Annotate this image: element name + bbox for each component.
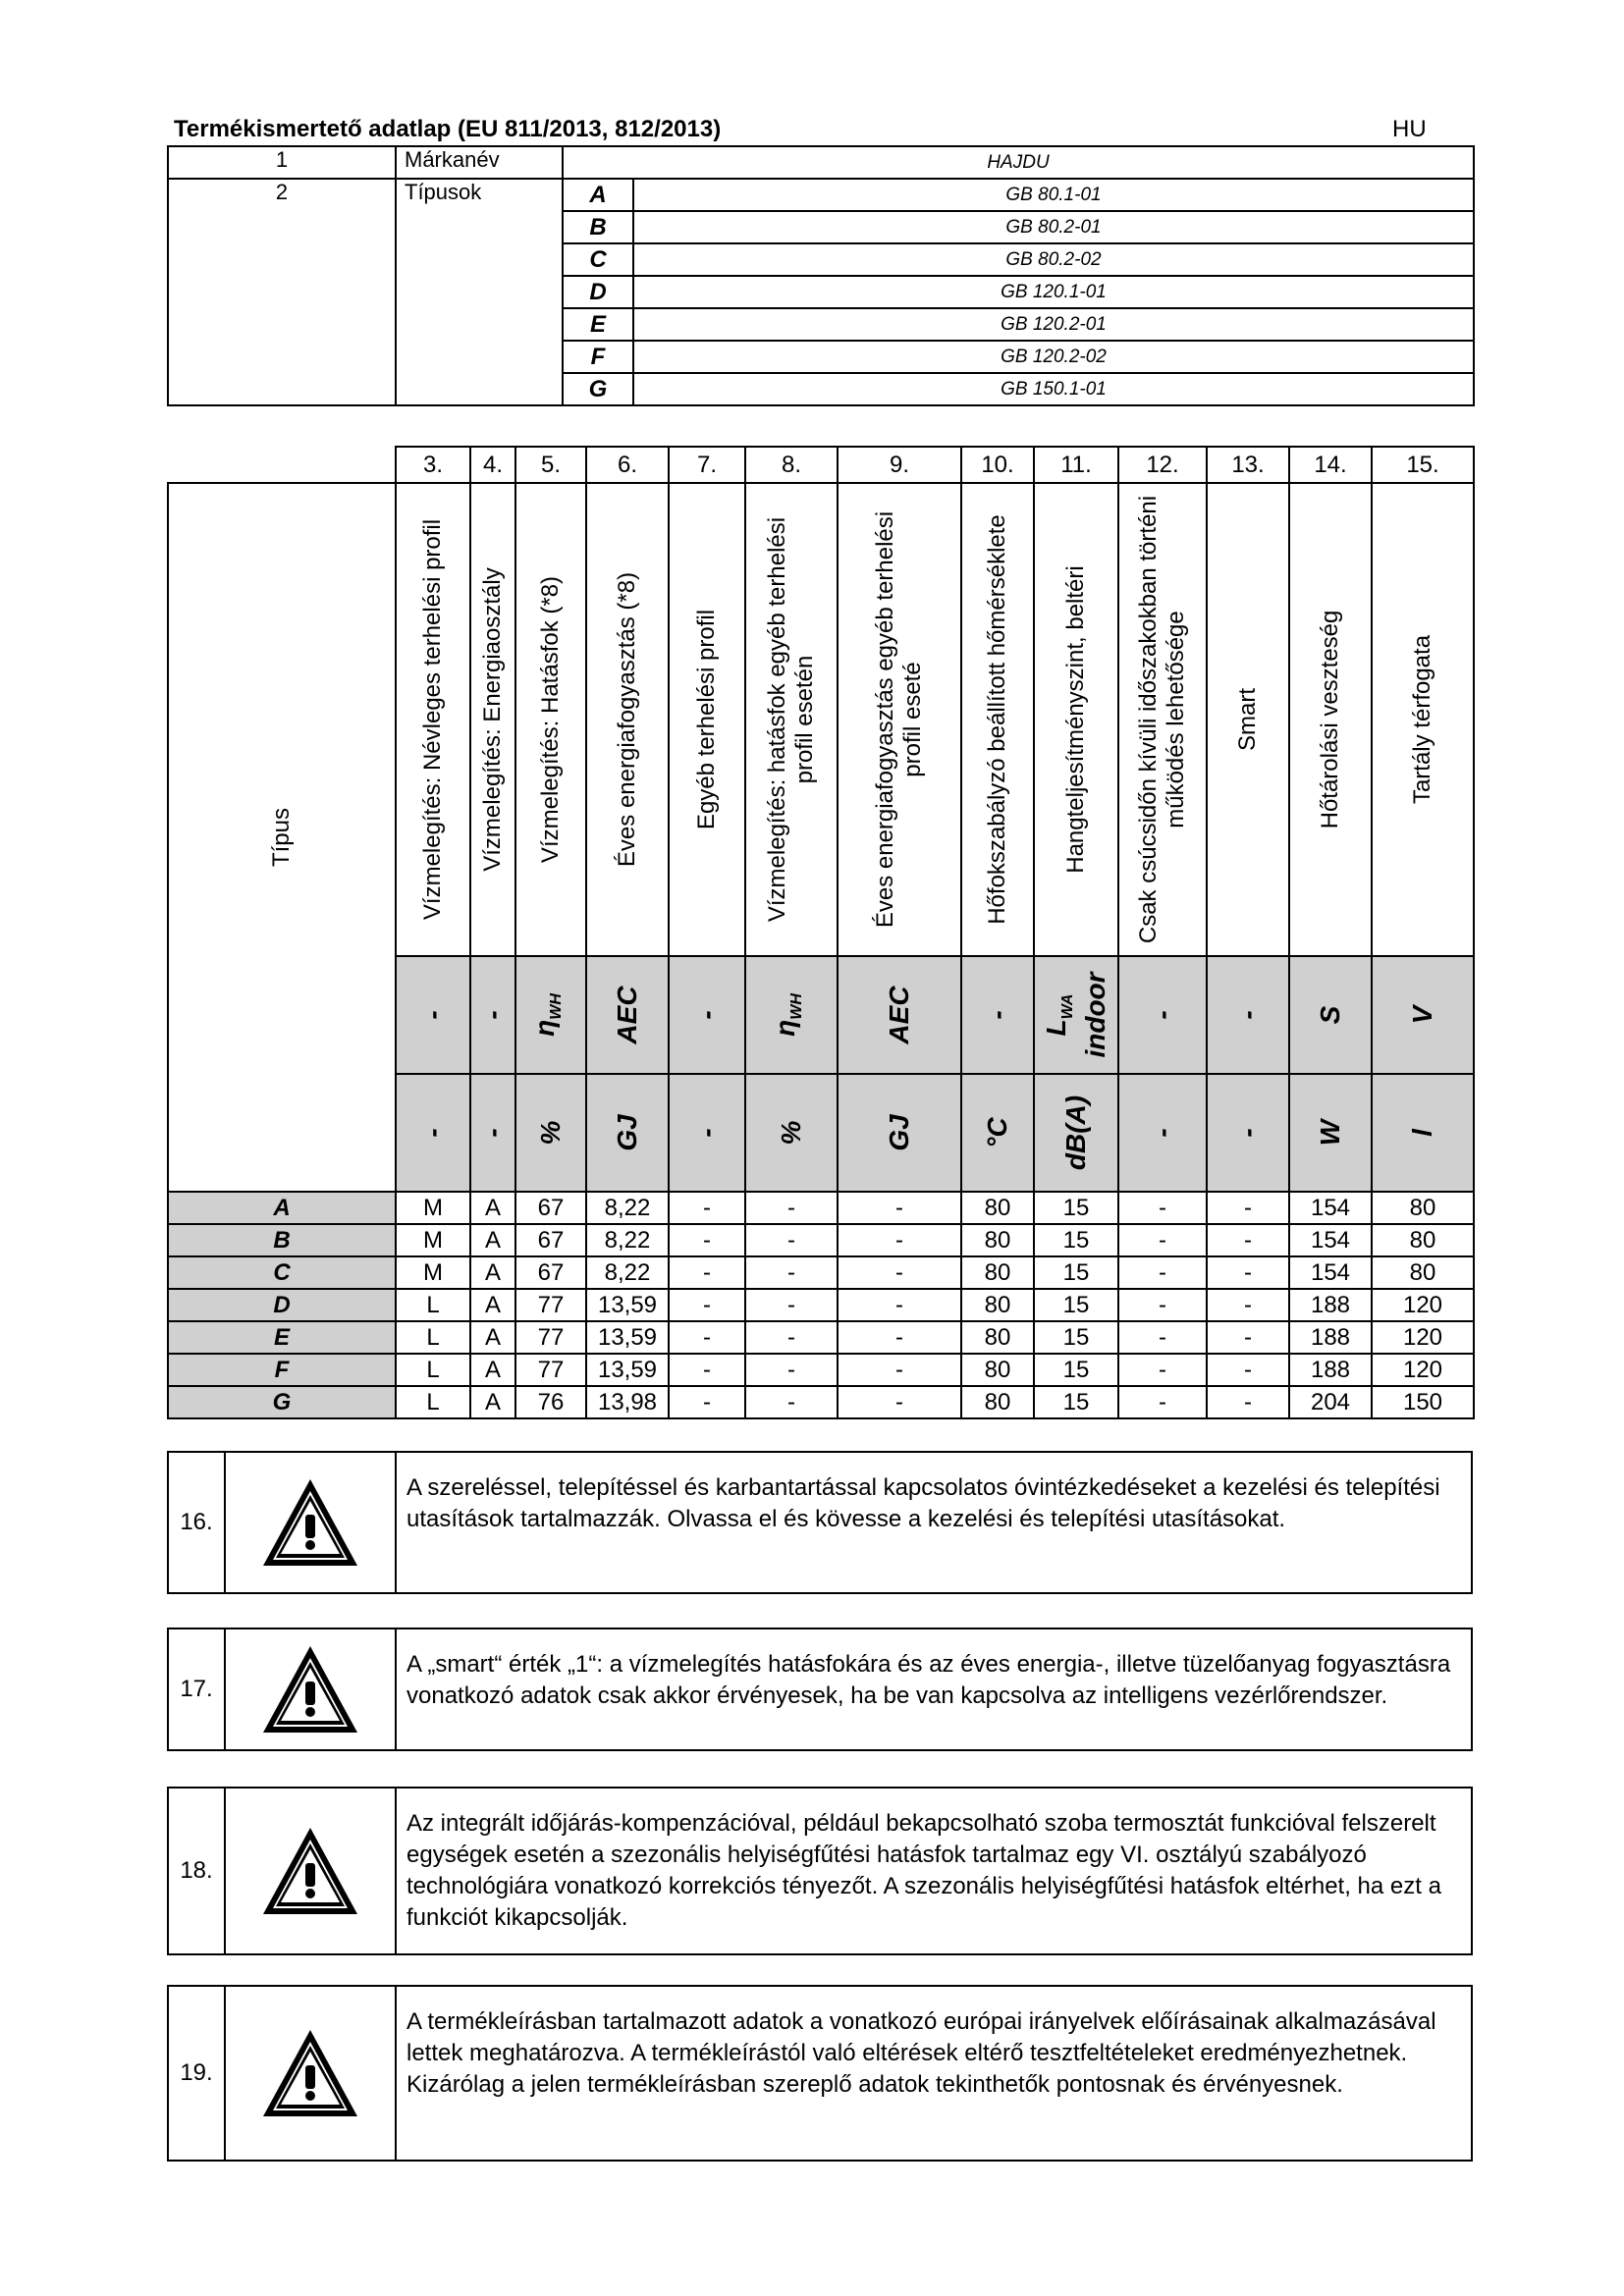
table-cell: - (838, 1224, 961, 1256)
symbol-wrap (1119, 957, 1206, 1073)
unit-wrap (1119, 1075, 1206, 1191)
row-type: F (168, 1354, 396, 1386)
unit-cell (669, 1074, 745, 1192)
type-model-name: GB 120.2-02 (633, 341, 1474, 373)
table-cell: - (1118, 1224, 1207, 1256)
table-cell: - (669, 1224, 745, 1256)
row-type: E (168, 1321, 396, 1354)
column-symbol: $\eta_{WH}$ (529, 993, 565, 1037)
unit-wrap (746, 1075, 837, 1191)
type-code: F (563, 341, 633, 373)
column-unit: °C (982, 1117, 1012, 1148)
unit-wrap (1373, 1075, 1473, 1191)
column-unit: - (1232, 1128, 1263, 1138)
column-symbol: - (417, 1010, 448, 1020)
table-cell: - (1207, 1256, 1289, 1289)
column-symbol: AEC (884, 986, 914, 1044)
table-cell: 80 (961, 1386, 1034, 1418)
table-cell: 77 (515, 1354, 586, 1386)
type-code: G (563, 373, 633, 405)
column-symbol: - (1232, 1010, 1263, 1020)
symbol-cell (669, 956, 745, 1074)
column-symbol: - (691, 1010, 722, 1020)
column-label-cell (1289, 483, 1372, 956)
brand-types-body (168, 146, 1474, 405)
table-row (168, 1192, 1474, 1224)
symbol-wrap (1373, 957, 1473, 1073)
unit-wrap (1290, 1075, 1371, 1191)
column-label-wrap (962, 484, 1033, 955)
column-symbol: - (477, 1010, 508, 1020)
column-label: Éves energiafogyasztás egyéb terhelési profil eseté (872, 510, 926, 929)
table-cell: 80 (961, 1192, 1034, 1224)
type-model-name: GB 80.2-02 (633, 243, 1474, 276)
table-cell: 8,22 (586, 1224, 669, 1256)
symbol-wrap (1035, 957, 1117, 1073)
table-cell: M (396, 1256, 470, 1289)
note-number: 16. (169, 1453, 226, 1592)
table-cell: A (470, 1224, 515, 1256)
symbol-wrap (397, 957, 469, 1073)
column-number: 10. (961, 447, 1034, 483)
types-label: Típusok (396, 179, 563, 405)
column-symbol: - (1147, 1010, 1177, 1020)
column-label-cell (838, 483, 961, 956)
column-unit: - (691, 1128, 722, 1138)
symbol-wrap (471, 957, 514, 1073)
document-title: Termékismertető adatlap (EU 811/2013, 812/2013) (174, 116, 722, 142)
symbol-cell (1207, 956, 1289, 1074)
table-cell: 188 (1289, 1354, 1372, 1386)
table-cell: A (470, 1289, 515, 1321)
table-cell: 80 (1372, 1192, 1474, 1224)
table-cell: 80 (1372, 1256, 1474, 1289)
types-row-number: 2 (168, 179, 396, 405)
column-unit: - (477, 1128, 508, 1138)
table-cell: 150 (1372, 1386, 1474, 1418)
unit-cell (1289, 1074, 1372, 1192)
symbol-cell (515, 956, 586, 1074)
table-cell: A (470, 1192, 515, 1224)
column-label-wrap (746, 484, 837, 955)
column-number: 9. (838, 447, 961, 483)
table-cell: 154 (1289, 1256, 1372, 1289)
column-unit: GJ (884, 1114, 914, 1151)
table-cell: - (745, 1192, 838, 1224)
unit-wrap (962, 1075, 1033, 1191)
column-label: Vízmelegítés: hatásfok egyéb terhelési profil esetén (764, 516, 818, 923)
table-cell: 15 (1034, 1256, 1118, 1289)
unit-cell (1118, 1074, 1207, 1192)
table-cell: L (396, 1289, 470, 1321)
table-cell: - (745, 1386, 838, 1418)
table-cell: - (1118, 1321, 1207, 1354)
type-header-cell (168, 483, 396, 1192)
specs-body (168, 447, 1474, 1418)
column-number: 13. (1207, 447, 1289, 483)
table-cell: 77 (515, 1289, 586, 1321)
table-cell: 188 (1289, 1289, 1372, 1321)
column-number: 11. (1034, 447, 1118, 483)
table-cell: 15 (1034, 1224, 1118, 1256)
symbol-wrap (839, 957, 960, 1073)
column-number: 7. (669, 447, 745, 483)
table-cell: - (669, 1192, 745, 1224)
table-cell: 80 (961, 1354, 1034, 1386)
warning-triangle-icon (226, 1789, 397, 1953)
table-cell: 120 (1372, 1289, 1474, 1321)
column-number: 5. (515, 447, 586, 483)
symbol-wrap (587, 957, 668, 1073)
unit-cell (1034, 1074, 1118, 1192)
unit-cell (396, 1074, 470, 1192)
brand-row (168, 146, 1474, 179)
type-model-name: GB 150.1-01 (633, 373, 1474, 405)
column-label-cell (586, 483, 669, 956)
column-unit: - (1147, 1128, 1177, 1138)
table-cell: - (1118, 1192, 1207, 1224)
table-cell: - (669, 1256, 745, 1289)
warning-triangle-icon (226, 1629, 397, 1749)
table-cell: 15 (1034, 1289, 1118, 1321)
unit-wrap (516, 1075, 585, 1191)
column-label: Vízmelegítés: Névleges terhelési profil (419, 518, 446, 921)
symbol-wrap (746, 957, 837, 1073)
column-unit: dB(A) (1060, 1095, 1091, 1171)
table-cell: 154 (1289, 1192, 1372, 1224)
column-label-cell (515, 483, 586, 956)
column-number: 12. (1118, 447, 1207, 483)
table-cell: 80 (961, 1289, 1034, 1321)
type-code: B (563, 211, 633, 243)
table-cell: - (838, 1321, 961, 1354)
unit-cell (470, 1074, 515, 1192)
unit-cell (1207, 1074, 1289, 1192)
type-model-name: GB 120.2-01 (633, 308, 1474, 341)
row-type: D (168, 1289, 396, 1321)
symbol-cell (961, 956, 1034, 1074)
table-row (168, 1289, 1474, 1321)
table-cell: A (470, 1321, 515, 1354)
column-label: Éves energiafogyasztás (*8) (614, 571, 640, 868)
symbol-cell (586, 956, 669, 1074)
column-symbol: S (1315, 1005, 1345, 1025)
table-row (168, 1321, 1474, 1354)
table-cell: 15 (1034, 1192, 1118, 1224)
table-cell: - (745, 1256, 838, 1289)
column-number: 15. (1372, 447, 1474, 483)
column-label-wrap (516, 484, 585, 955)
table-cell: - (745, 1354, 838, 1386)
unit-wrap (1035, 1075, 1117, 1191)
unit-wrap (1208, 1075, 1288, 1191)
column-symbol: $\eta_{WH}$ (770, 993, 805, 1037)
column-unit: W (1315, 1119, 1345, 1147)
column-label-wrap (1119, 484, 1206, 955)
column-label-cell (669, 483, 745, 956)
table-cell: 8,22 (586, 1256, 669, 1289)
column-label-cell (745, 483, 838, 956)
symbol-cell (1034, 956, 1118, 1074)
note-box (167, 1985, 1473, 2162)
brand-label: Márkanév (396, 146, 563, 179)
table-cell: - (838, 1192, 961, 1224)
unit-wrap (471, 1075, 514, 1191)
column-label-row (168, 483, 1474, 956)
column-unit: l (1407, 1129, 1437, 1137)
type-row (168, 179, 1474, 211)
note-box (167, 1451, 1473, 1594)
column-number: 4. (470, 447, 515, 483)
row-type: C (168, 1256, 396, 1289)
unit-wrap (397, 1075, 469, 1191)
table-cell: - (838, 1354, 961, 1386)
table-cell: 80 (1372, 1224, 1474, 1256)
column-label: Egyéb terhelési profil (693, 609, 720, 830)
table-cell: A (470, 1386, 515, 1418)
note-number: 18. (169, 1789, 226, 1953)
table-cell: - (669, 1386, 745, 1418)
unit-cell (838, 1074, 961, 1192)
type-model-name: GB 80.2-01 (633, 211, 1474, 243)
unit-wrap (839, 1075, 960, 1191)
column-label: Hőfokszabályzó beállított hőmérséklete (984, 514, 1010, 925)
column-symbol: - (982, 1010, 1012, 1020)
symbol-wrap (516, 957, 585, 1073)
table-cell: 120 (1372, 1354, 1474, 1386)
specs-table (167, 446, 1475, 1419)
column-number-row (168, 447, 1474, 483)
table-cell: - (1207, 1289, 1289, 1321)
column-label: Hőtárolási veszteség (1317, 610, 1343, 829)
brand-row-number: 1 (168, 146, 396, 179)
symbol-wrap (962, 957, 1033, 1073)
table-cell: A (470, 1354, 515, 1386)
table-cell: - (1207, 1354, 1289, 1386)
table-cell: - (1118, 1354, 1207, 1386)
table-cell: 80 (961, 1321, 1034, 1354)
type-code: C (563, 243, 633, 276)
column-label-wrap (1290, 484, 1371, 955)
table-cell: 13,59 (586, 1289, 669, 1321)
table-cell: - (745, 1224, 838, 1256)
column-unit: GJ (612, 1114, 642, 1151)
note-text: A „smart“ érték „1“: a vízmelegítés hatásfokára és az éves energia-, illetve tüzelőanyag fogyasztásra vonatkozó adatok csak akkor érvényesek, ha be van kapcsolva az intelligens vezérlőrendszer. (406, 1651, 1451, 1709)
table-cell: - (1207, 1192, 1289, 1224)
column-unit: % (535, 1120, 566, 1146)
column-label-wrap (1373, 484, 1473, 955)
unit-wrap (670, 1075, 744, 1191)
column-number: 8. (745, 447, 838, 483)
column-label-wrap (397, 484, 469, 955)
table-cell: 15 (1034, 1321, 1118, 1354)
table-row (168, 1224, 1474, 1256)
column-label-wrap (839, 484, 960, 955)
note-text: A termékleírásban tartalmazott adatok a vonatkozó európai irányelvek előírásainak alkalmazásával lettek meghatározva. A termékleírástól való eltérések eltérő tesztfeltételeket eredményezhetnek. Kizárólag a jelen termékleírásban szereplő adatok tekinthetők pontosnak és érvényesnek. (406, 2008, 1436, 2098)
type-code: D (563, 276, 633, 308)
table-cell: - (1207, 1224, 1289, 1256)
unit-cell (586, 1074, 669, 1192)
brand-value: HAJDU (563, 146, 1474, 179)
table-cell: - (838, 1386, 961, 1418)
row-type: G (168, 1386, 396, 1418)
column-label: Vízmelegítés: Hatásfok (*8) (537, 575, 564, 864)
unit-wrap (587, 1075, 668, 1191)
table-cell: 154 (1289, 1224, 1372, 1256)
type-code: A (563, 179, 633, 211)
column-label: Smart (1234, 688, 1261, 752)
table-cell: - (1118, 1386, 1207, 1418)
column-label: Vízmelegítés: Energiaosztály (479, 567, 506, 872)
table-cell: - (745, 1321, 838, 1354)
row-type: B (168, 1224, 396, 1256)
column-number: 6. (586, 447, 669, 483)
note-number: 17. (169, 1629, 226, 1749)
column-label-wrap (670, 484, 744, 955)
column-label: Csak csúcsidőn kívüli időszakokban történi működés lehetősége (1135, 495, 1189, 944)
table-cell: 67 (515, 1192, 586, 1224)
column-number: 3. (396, 447, 470, 483)
symbol-cell (396, 956, 470, 1074)
symbol-wrap (1208, 957, 1288, 1073)
column-label-cell (396, 483, 470, 956)
note-text: Az integrált időjárás-kompenzációval, például bekapcsolható szoba termosztát funkcióval felszerelt egységek esetén a szezonális helyiségfűtési hatásfok tartalmaz egy VI. osztályú szabályozó technológiára vonatkozó korrekciós tényezőt. A szezonális helyiségfűtési hatásfok eltérhet, ha ezt a funkciót kikapcsolják. (406, 1810, 1441, 1931)
table-cell: L (396, 1321, 470, 1354)
table-cell: A (470, 1256, 515, 1289)
unit-cell (745, 1074, 838, 1192)
note-box (167, 1628, 1473, 1751)
unit-cell (515, 1074, 586, 1192)
symbol-wrap (670, 957, 744, 1073)
table-cell: L (396, 1354, 470, 1386)
column-symbol: AEC (612, 986, 642, 1044)
table-cell: 120 (1372, 1321, 1474, 1354)
symbol-cell (1289, 956, 1372, 1074)
column-label-wrap (1208, 484, 1288, 955)
note-number: 19. (169, 1987, 226, 2160)
column-label-wrap (471, 484, 514, 955)
language-code: HU (1392, 116, 1427, 142)
table-cell: 204 (1289, 1386, 1372, 1418)
type-model-name: GB 120.1-01 (633, 276, 1474, 308)
symbol-cell (838, 956, 961, 1074)
table-cell: 67 (515, 1224, 586, 1256)
table-cell: 76 (515, 1386, 586, 1418)
column-number: 14. (1289, 447, 1372, 483)
symbol-cell (470, 956, 515, 1074)
table-row (168, 1354, 1474, 1386)
brand-types-table (167, 145, 1475, 406)
table-cell: - (745, 1289, 838, 1321)
table-cell: - (669, 1354, 745, 1386)
table-cell: 13,98 (586, 1386, 669, 1418)
table-cell: 77 (515, 1321, 586, 1354)
table-cell: 13,59 (586, 1321, 669, 1354)
type-header-wrap (169, 484, 395, 1191)
warning-triangle-icon (226, 1453, 397, 1592)
unit-cell (1372, 1074, 1474, 1192)
column-unit: % (776, 1120, 806, 1146)
column-label-wrap (1035, 484, 1117, 955)
table-cell: - (1207, 1321, 1289, 1354)
table-cell: M (396, 1192, 470, 1224)
column-symbol: V (1407, 1005, 1437, 1025)
type-model-name: GB 80.1-01 (633, 179, 1474, 211)
symbol-cell (1372, 956, 1474, 1074)
table-cell: M (396, 1224, 470, 1256)
table-cell: - (669, 1321, 745, 1354)
column-label-cell (1372, 483, 1474, 956)
table-cell: 80 (961, 1224, 1034, 1256)
symbol-cell (1118, 956, 1207, 1074)
column-label-cell (1034, 483, 1118, 956)
symbol-cell (745, 956, 838, 1074)
column-label-cell (961, 483, 1034, 956)
table-row (168, 1386, 1474, 1418)
note-box (167, 1787, 1473, 1955)
table-cell: - (1118, 1256, 1207, 1289)
table-cell: 80 (961, 1256, 1034, 1289)
table-cell: 15 (1034, 1354, 1118, 1386)
column-label: Tartály térfogata (1409, 634, 1435, 805)
table-cell: 13,59 (586, 1354, 669, 1386)
column-label-cell (1118, 483, 1207, 956)
column-label-wrap (587, 484, 668, 955)
warning-triangle-icon (226, 1987, 397, 2160)
column-label: Hangteljesítményszint, beltéri (1062, 565, 1089, 874)
blank-cell (168, 447, 396, 483)
type-code: E (563, 308, 633, 341)
table-cell: 8,22 (586, 1192, 669, 1224)
table-cell: - (1118, 1289, 1207, 1321)
table-cell: - (669, 1289, 745, 1321)
table-cell: - (838, 1256, 961, 1289)
symbol-wrap (1290, 957, 1371, 1073)
table-cell: 15 (1034, 1386, 1118, 1418)
unit-cell (961, 1074, 1034, 1192)
column-label-cell (470, 483, 515, 956)
column-symbol: $L_{WA}$ indoor (1041, 972, 1110, 1058)
table-cell: 67 (515, 1256, 586, 1289)
row-type: A (168, 1192, 396, 1224)
table-cell: - (1207, 1386, 1289, 1418)
type-header: Típus (268, 807, 295, 868)
table-cell: - (838, 1289, 961, 1321)
column-unit: - (417, 1128, 448, 1138)
column-label-cell (1207, 483, 1289, 956)
table-cell: 188 (1289, 1321, 1372, 1354)
table-row (168, 1256, 1474, 1289)
table-cell: L (396, 1386, 470, 1418)
note-text: A szereléssel, telepítéssel és karbantartással kapcsolatos óvintézkedéseket a kezelési és telepítési utasítások tartalmazzák. Olvassa el és kövesse a kezelési és telepítési utasításokat. (406, 1474, 1440, 1532)
